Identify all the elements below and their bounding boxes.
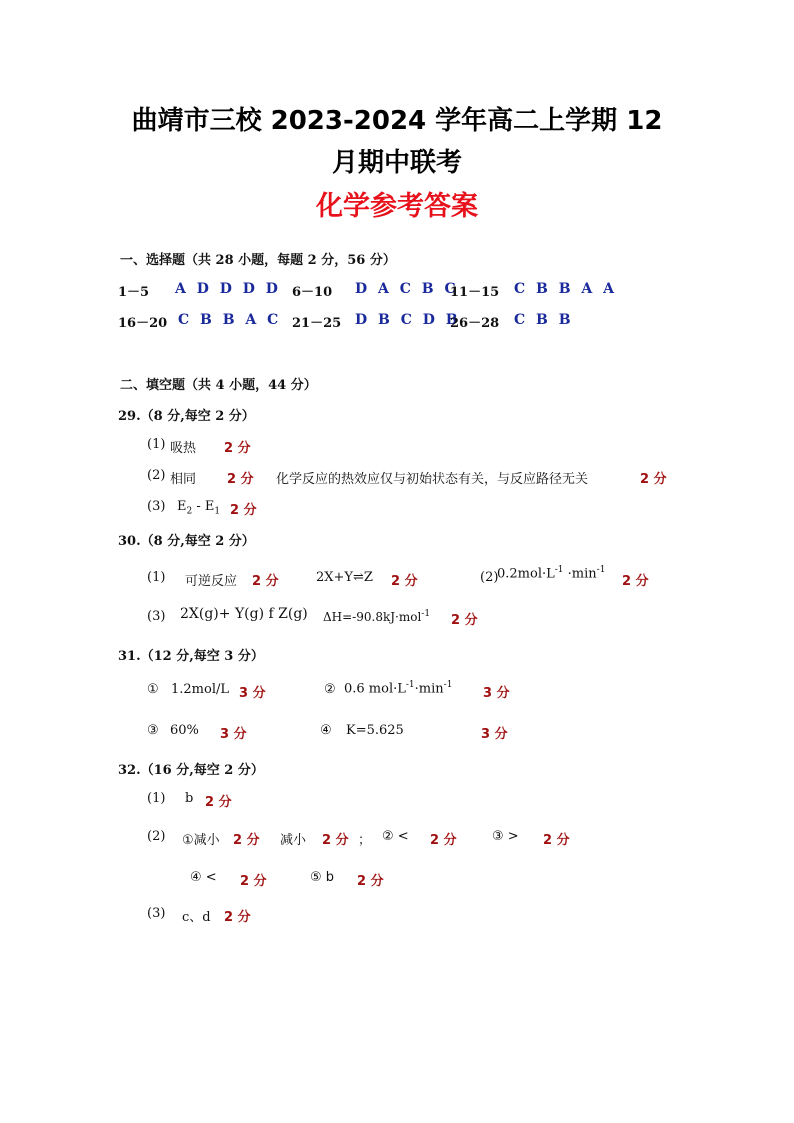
q29-l2-answer2: 化学反应的热效应仅与初始状态有关，与反应路径无关: [276, 472, 589, 487]
q32-l2-a1b: 减小: [280, 833, 307, 848]
section1-heading: 一、选择题（共 28 小题，每题 2 分，56 分）: [120, 253, 396, 268]
section2-heading: 二、填空题（共 4 小题，44 分）: [120, 378, 317, 393]
q30-l1-rate: $0.2mol\cdot L^{-1} \cdot\min^{-1}$: [497, 565, 606, 582]
q29-l3-answer: $E_2 - E_1$: [177, 499, 221, 517]
q31-a4: K=5.625: [346, 723, 404, 738]
q29-l2-score2: 2 分: [640, 472, 667, 487]
q29-l3-num: (3): [147, 499, 166, 514]
q29-l2-score1: 2 分: [227, 472, 254, 487]
q30-l1-score: 2 分: [252, 574, 279, 589]
q29-l1-score: 2 分: [224, 441, 251, 456]
q32-l2-s1b: 2 分: [322, 833, 349, 848]
mc-answers: C B B: [514, 312, 574, 328]
q32-l2-num: (2): [147, 829, 166, 844]
q32-l2-s3: 2 分: [543, 833, 570, 848]
q30-heading: 30.（8 分,每空 2 分）: [118, 534, 255, 549]
q32-l4-num: (3): [147, 906, 166, 921]
mc-range: 26－28: [450, 316, 500, 331]
q30-l1-num2: (2): [480, 570, 499, 585]
q31-a1: 1.2mol/L: [171, 682, 229, 697]
q32-l3-s4: 2 分: [240, 874, 267, 889]
q32-heading: 32.（16 分,每空 2 分）: [118, 763, 264, 778]
q32-l1-score: 2 分: [205, 795, 232, 810]
q32-l1-answer: b: [185, 791, 194, 806]
q31-heading: 31.（12 分,每空 3 分）: [118, 649, 264, 664]
q31-a4-mark: ④: [320, 723, 332, 738]
q29-heading: 29.（8 分,每空 2 分）: [118, 409, 255, 424]
q30-l2-equation: 2X(g)+ Y(g) f Z(g): [180, 606, 308, 622]
mc-answers: D B C D B: [355, 312, 461, 328]
mc-answers: C B B A A: [514, 281, 618, 297]
q30-l1-score2: 2 分: [391, 574, 418, 589]
q32-l4-score: 2 分: [224, 910, 251, 925]
page-title-line2: 月期中联考: [331, 148, 462, 178]
q32-l4-answer: c、d: [182, 910, 211, 925]
mc-answers: D A C B C: [355, 281, 459, 297]
q29-l1-num: (1): [147, 437, 166, 452]
q32-l1-num: (1): [147, 791, 166, 806]
q32-l2-a1: ①减小: [182, 833, 220, 848]
q31-a2-score: 3 分: [483, 686, 510, 701]
q30-l1-score3: 2 分: [622, 574, 649, 589]
q29-l1-answer: 吸热: [170, 441, 197, 456]
q30-l1-num: (1): [147, 570, 166, 585]
page-subtitle: 化学参考答案: [316, 191, 478, 222]
q32-l2-a2: ② <: [382, 829, 409, 844]
q31-a3: 60%: [170, 723, 199, 738]
q31-a1-mark: ①: [147, 682, 159, 697]
q30-l2-num: (3): [147, 609, 166, 624]
q30-l2-score: 2 分: [451, 613, 478, 628]
q30-l2-enthalpy: ΔH=-90.8kJ·mol$^{-1}$: [323, 609, 431, 624]
mc-range: 6－10: [292, 285, 333, 300]
mc-answers: C B B A C: [178, 312, 282, 328]
q32-l3-s5: 2 分: [357, 874, 384, 889]
q30-l1-equation: 2X+Y⇌Z: [316, 570, 373, 585]
mc-answers: A D D D D: [175, 281, 281, 297]
q31-a4-score: 3 分: [481, 727, 508, 742]
q31-a2-mark: ②: [324, 682, 336, 697]
q32-l2-s2: 2 分: [430, 833, 457, 848]
q32-l2-a3: ③ >: [492, 829, 519, 844]
q32-l2-sep: ；: [358, 833, 372, 848]
q29-l2-num: (2): [147, 468, 166, 483]
mc-range: 16－20: [118, 316, 168, 331]
q31-a3-mark: ③: [147, 723, 159, 738]
mc-range: 1－5: [118, 285, 150, 300]
q31-a3-score: 3 分: [220, 727, 247, 742]
mc-range: 21－25: [292, 316, 342, 331]
q29-l2-answer: 相同: [170, 472, 197, 487]
q29-l3-score: 2 分: [230, 503, 257, 518]
q31-a2: 0.6 $mol\cdot L^{-1}\cdot\min^{-1}$: [344, 680, 453, 697]
q32-l3-a4: ④ <: [190, 870, 217, 885]
page-title: 曲靖市三校 2023-2024 学年高二上学期 12: [131, 106, 663, 136]
q32-l2-s1: 2 分: [233, 833, 260, 848]
q31-a1-score: 3 分: [239, 686, 266, 701]
q32-l3-a5: ⑤ b: [310, 870, 335, 885]
mc-range: 11－15: [450, 285, 500, 300]
q30-l1-answer: 可逆反应: [185, 574, 238, 589]
